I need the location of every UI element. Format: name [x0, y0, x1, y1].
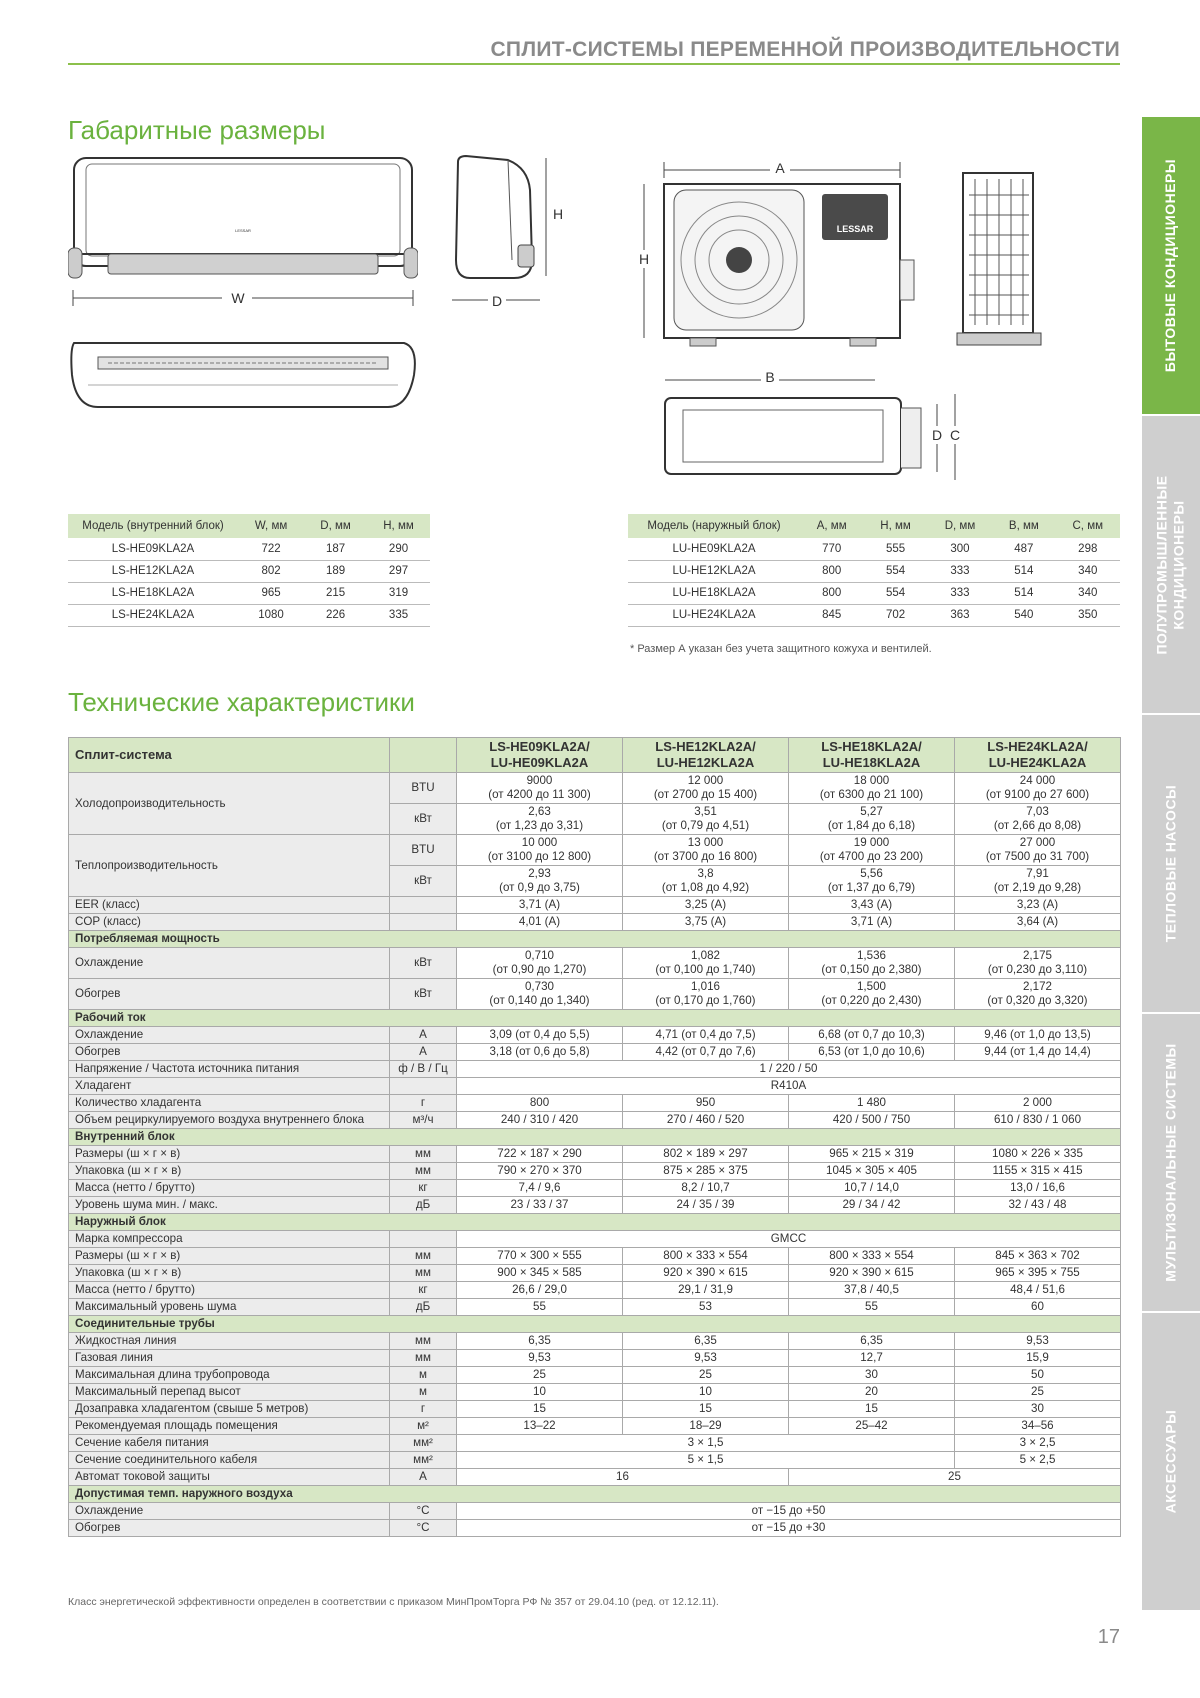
table-row: Жидкостная линия мм 6,35 6,35 6,35 9,53	[69, 1333, 1121, 1350]
outdoor-unit-side-drawing	[955, 165, 1050, 355]
side-tab-semi-industrial[interactable]: ПОЛУПРОМЫШЛЕННЫЕ КОНДИЦИОНЕРЫ	[1142, 416, 1200, 713]
table-row: LS-HE24KLA2A 1080 226 335	[68, 604, 430, 626]
dim-label-h-indoor: H	[552, 206, 564, 222]
table-row: Газовая линия мм 9,53 9,53 12,7 15,9	[69, 1350, 1121, 1367]
side-tab-household[interactable]: БЫТОВЫЕ КОНДИЦИОНЕРЫ	[1142, 117, 1200, 414]
spec-header-row: Сплит-система LS-HE09KLA2A/ LU-HE09KLA2A LS-HE12KLA2A/ LU-HE12KLA2A LS-HE18KLA2A/ LU-HE18KLA2A LS-HE24KLA2A/ LU-HE24KLA2A	[69, 738, 1121, 773]
dim-label-b: B	[765, 369, 775, 385]
table-row: кВт 2,63 (от 1,23 до 3,31) 3,51 (от 0,79 до 4,51) 5,27 (от 1,84 до 6,18) 7,03 (от 2,66 до 8,08)	[69, 804, 1121, 835]
indoor-unit-side-drawing	[448, 150, 578, 315]
table-row: Охлаждение °С от −15 до +50	[69, 1503, 1121, 1520]
table-row: Обогрев A 3,18 (от 0,6 до 5,8) 4,42 (от 0,7 до 7,6) 6,53 (от 1,0 до 10,6) 9,44 (от 1,4 до 14,4)	[69, 1044, 1121, 1061]
table-row: Количество хладагента г 800 950 1 480 2 000	[69, 1095, 1121, 1112]
group-row: Потребляемая мощность	[69, 931, 1121, 948]
table-row: кВт 2,93 (от 0,9 до 3,75) 3,8 (от 1,08 до 4,92) 5,56 (от 1,37 до 6,79) 7,91 (от 2,19 до 9,28)	[69, 866, 1121, 897]
table-row: Рекомендуемая площадь помещения м² 13–22 18–29 25–42 34–56	[69, 1418, 1121, 1435]
dim-label-h-outdoor: H	[638, 251, 650, 267]
table-row: Упаковка (ш × г × в) мм 900 × 345 × 585 920 × 390 × 615 920 × 390 × 615 965 × 395 × 755	[69, 1265, 1121, 1282]
table-row: Охлаждение A 3,09 (от 0,4 до 5,5) 4,71 (от 0,4 до 7,5) 6,68 (от 0,7 до 10,3) 9,46 (от 1,0 до 13,5)	[69, 1027, 1121, 1044]
table-header-row: Модель (внутренний блок) W, мм D, мм H, мм	[68, 514, 430, 538]
table-row: Масса (нетто / брутто) кг 26,6 / 29,0 29,1 / 31,9 37,8 / 40,5 48,4 / 51,6	[69, 1282, 1121, 1299]
page-number: 17	[1097, 1626, 1120, 1648]
outdoor-unit-front-drawing	[630, 150, 920, 350]
side-tab-accessories[interactable]: АКСЕССУАРЫ	[1142, 1313, 1200, 1610]
dimensions-title: Габаритные размеры	[68, 115, 326, 145]
outdoor-unit-top-drawing	[655, 368, 975, 488]
dim-label-w: W	[231, 290, 245, 306]
table-row: Максимальная длина трубопровода м 25 25 30 50	[69, 1367, 1121, 1384]
table-row: EER (класс) 3,71 (A) 3,25 (A) 3,43 (A) 3,23 (A)	[69, 897, 1121, 914]
group-row: Рабочий ток	[69, 1010, 1121, 1027]
table-row: Сечение соединительного кабеля мм² 5 × 1,5 5 × 2,5	[69, 1452, 1121, 1469]
table-row: Напряжение / Частота источника питания ф / В / Гц 1 / 220 / 50	[69, 1061, 1121, 1078]
dim-label-a: A	[775, 160, 785, 176]
dim-label-d-indoor: D	[491, 293, 503, 309]
table-row: Дозаправка хладагентом (свыше 5 метров) г 15 15 15 30	[69, 1401, 1121, 1418]
table-row: Максимальный перепад высот м 10 10 20 25	[69, 1384, 1121, 1401]
footnote: Класс энергетической эффективности определен в соответствии с приказом МинПромТорга РФ № 357 от 29.04.10 (ред. от 12.12.11).	[68, 1596, 719, 1608]
table-row: LU-HE24KLA2A 845 702 363 540 350	[628, 604, 1120, 626]
indoor-unit-front-drawing	[68, 150, 418, 315]
table-row: Сечение кабеля питания мм² 3 × 1,5 3 × 2,5	[69, 1435, 1121, 1452]
table-row: Объем рециркулируемого воздуха внутреннего блока м³/ч 240 / 310 / 420 270 / 460 / 520 420 / 500 / 750 610 / 830 / 1 060	[69, 1112, 1121, 1129]
table-row: Хладагент R410A	[69, 1078, 1121, 1095]
table-row: Максимальный уровень шума дБ 55 53 55 60	[69, 1299, 1121, 1316]
table-row: LU-HE18KLA2A 800 554 333 514 340	[628, 582, 1120, 604]
table-row: LS-HE09KLA2A 722 187 290	[68, 538, 430, 560]
table-row: Уровень шума мин. / макс. дБ 23 / 33 / 37 24 / 35 / 39 29 / 34 / 42 32 / 43 / 48	[69, 1197, 1121, 1214]
side-tab-multizone[interactable]: МУЛЬТИЗОНАЛЬНЫЕ СИСТЕМЫ	[1142, 1014, 1200, 1311]
table-row: Масса (нетто / брутто) кг 7,4 / 9,6 8,2 / 10,7 10,7 / 14,0 13,0 / 16,6	[69, 1180, 1121, 1197]
table-row: Марка компрессора GMCC	[69, 1231, 1121, 1248]
table-row: LS-HE18KLA2A 965 215 319	[68, 582, 430, 604]
indoor-dimensions-table	[68, 514, 430, 627]
table-row: Обогрев кВт 0,730 (от 0,140 до 1,340) 1,016 (от 0,170 до 1,760) 1,500 (от 0,220 до 2,430) 2,172 (от 0,320 до 3,320)	[69, 979, 1121, 1010]
indoor-unit-bottom-drawing	[68, 335, 418, 415]
group-row: Соединительные трубы	[69, 1316, 1121, 1333]
indoor-brand-label: LESSAR	[235, 228, 251, 233]
table-header-row: Модель (наружный блок) A, мм H, мм D, мм B, мм C, мм	[628, 514, 1120, 538]
table-row: LU-HE09KLA2A 770 555 300 487 298	[628, 538, 1120, 560]
table-row: LU-HE12KLA2A 800 554 333 514 340	[628, 560, 1120, 582]
page-header-title: СПЛИТ-СИСТЕМЫ ПЕРЕМЕННОЙ ПРОИЗВОДИТЕЛЬНОСТИ	[490, 38, 1120, 61]
table-row: Автомат токовой защиты А 16 25	[69, 1469, 1121, 1486]
outdoor-brand-logo: LESSAR	[836, 224, 874, 234]
outdoor-dimensions-table	[628, 514, 1120, 627]
table-row: LS-HE12KLA2A 802 189 297	[68, 560, 430, 582]
table-row: Охлаждение кВт 0,710 (от 0,90 до 1,270) 1,082 (от 0,100 до 1,740) 1,536 (от 0,150 до 2,380) 2,175 (от 0,230 до 3,110)	[69, 948, 1121, 979]
table-row: Холодопроизводительность BTU 9000 (от 4200 до 11 300) 12 000 (от 2700 до 15 400) 18 000 (от 6300 до 21 100) 24 000 (от 9100 до 27 600)	[69, 773, 1121, 804]
table-row: Упаковка (ш × г × в) мм 790 × 270 × 370 875 × 285 × 375 1045 × 305 × 405 1155 × 315 × 415	[69, 1163, 1121, 1180]
dim-label-d-outdoor: D	[931, 427, 943, 443]
table-row: Обогрев °С от −15 до +30	[69, 1520, 1121, 1537]
side-tab-heat-pumps[interactable]: ТЕПЛОВЫЕ НАСОСЫ	[1142, 715, 1200, 1012]
specs-title: Технические характеристики	[68, 687, 415, 717]
group-row: Внутренний блок	[69, 1129, 1121, 1146]
table-row: COP (класс) 4,01 (A) 3,75 (A) 3,71 (A) 3,64 (A)	[69, 914, 1121, 931]
outdoor-table-note: * Размер А указан без учета защитного кожуха и вентилей.	[630, 643, 932, 655]
table-row: Размеры (ш × г × в) мм 770 × 300 × 555 800 × 333 × 554 800 × 333 × 554 845 × 363 × 702	[69, 1248, 1121, 1265]
group-row: Наружный блок	[69, 1214, 1121, 1231]
dim-label-c: C	[949, 427, 961, 443]
spec-table	[68, 737, 1121, 1537]
group-row: Допустимая темп. наружного воздуха	[69, 1486, 1121, 1503]
header-divider	[68, 63, 1120, 65]
table-row: Теплопроизводительность BTU 10 000 (от 3100 до 12 800) 13 000 (от 3700 до 16 800) 19 000 (от 4700 до 23 200) 27 000 (от 7500 до 31 700)	[69, 835, 1121, 866]
table-row: Размеры (ш × г × в) мм 722 × 187 × 290 802 × 189 × 297 965 × 215 × 319 1080 × 226 × 335	[69, 1146, 1121, 1163]
